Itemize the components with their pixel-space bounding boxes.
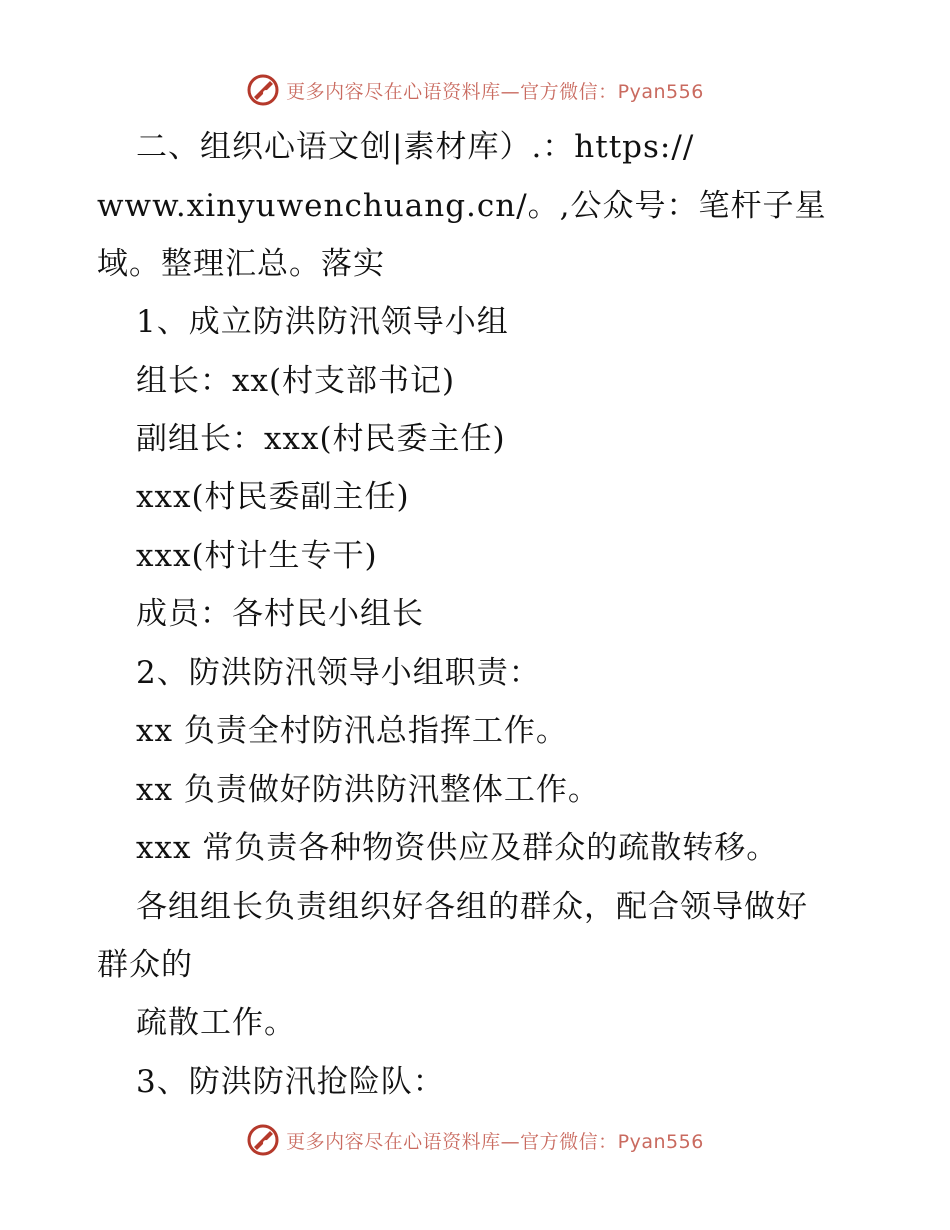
text-line: xx 负责做好防洪防汛整体工作。 <box>136 772 600 808</box>
text-line: 疏散工作。 <box>136 1005 296 1041</box>
footer-banner-text: 更多内容尽在心语资料库—官方微信：Pyan556 <box>286 1130 704 1153</box>
text-line: 3、防洪防汛抢险队： <box>136 1064 445 1100</box>
text-line: 组长：xx(村支部书记) <box>136 363 456 399</box>
header-banner-text: 更多内容尽在心语资料库—官方微信：Pyan556 <box>286 80 704 103</box>
text-line: xx 负责全村防汛总指挥工作。 <box>136 713 568 749</box>
text-line: 副组长：xxx(村民委主任) <box>136 421 506 457</box>
text-line: 域。整理汇总。落实 <box>97 246 385 282</box>
text-line: 成员：各村民小组长 <box>136 596 424 632</box>
text-line: 1、成立防洪防汛领导小组 <box>136 304 509 340</box>
text-line: xxx 常负责各种物资供应及群众的疏散转移。 <box>136 830 779 866</box>
text-line: xxx(村计生专干) <box>136 538 378 574</box>
brand-logo-icon <box>246 1123 280 1157</box>
footer-banner <box>0 1120 950 1160</box>
text-line: xxx(村民委副主任) <box>136 479 410 515</box>
text-line: 二、组织心语文创|素材库）.：https:// <box>136 129 695 165</box>
text-line: 2、防洪防汛领导小组职责： <box>136 655 541 691</box>
text-line: 群众的 <box>97 947 193 983</box>
text-line: www.xinyuwenchuang.cn/。,公众号：笔杆子星 <box>97 188 827 224</box>
text-line: 各组组长负责组织好各组的群众，配合领导做好 <box>136 889 808 925</box>
footer-banner-inner <box>246 1123 704 1157</box>
